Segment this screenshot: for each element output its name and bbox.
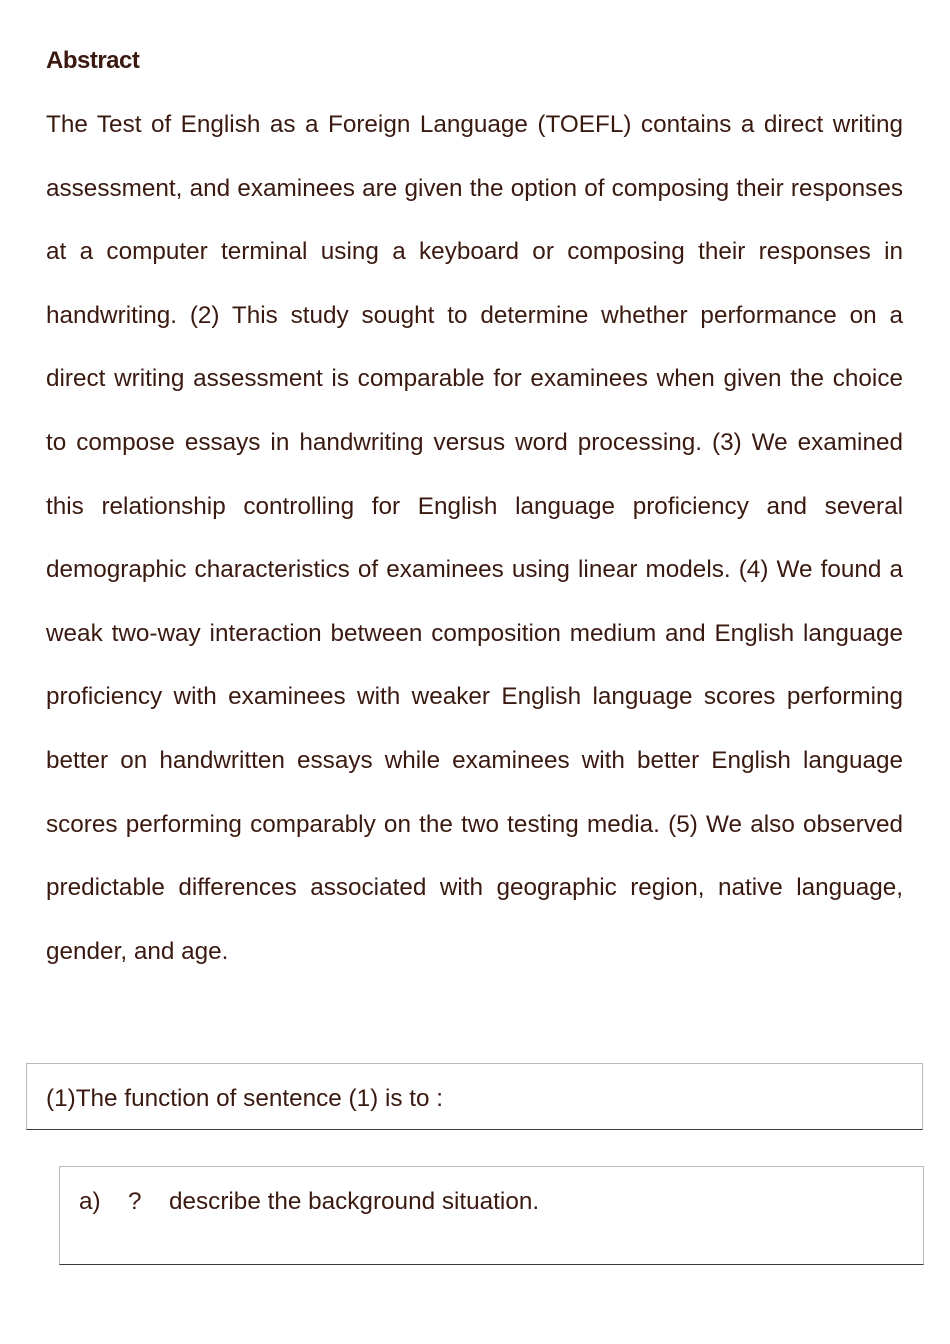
option-selection-marker[interactable]: ? — [128, 1188, 142, 1215]
option-text: describe the background situation. — [169, 1188, 540, 1215]
abstract-heading: Abstract — [46, 47, 140, 74]
abstract-paragraph: The Test of English as a Foreign Language (TOEFL) contains a direct writing assessment, and examinees are given the option of composing their responses at a computer terminal using a keyboard or composing their responses in handwriting. (2) This study sought to determine whether performance on a direct writing assessment is comparable for examinees when given the choice to compose essays in handwriting versus word processing. (3) We examined this relationship controlling for English language proficiency and several demographic characteristics of examinees using linear models. (4) We found a weak two-way interaction between composition medium and English language proficiency with examinees with weaker English language scores performing better on handwritten essays while examinees with better English language scores performing comparably on the two testing media. (5) We also observed predictable differences associated with geographic region, native language, gender, and age. — [46, 111, 903, 965]
question-box — [26, 1063, 923, 1130]
option-letter: a) — [79, 1188, 101, 1215]
question-prompt: (1)The function of sentence (1) is to : — [46, 1085, 444, 1112]
answer-option-a[interactable] — [59, 1166, 924, 1265]
